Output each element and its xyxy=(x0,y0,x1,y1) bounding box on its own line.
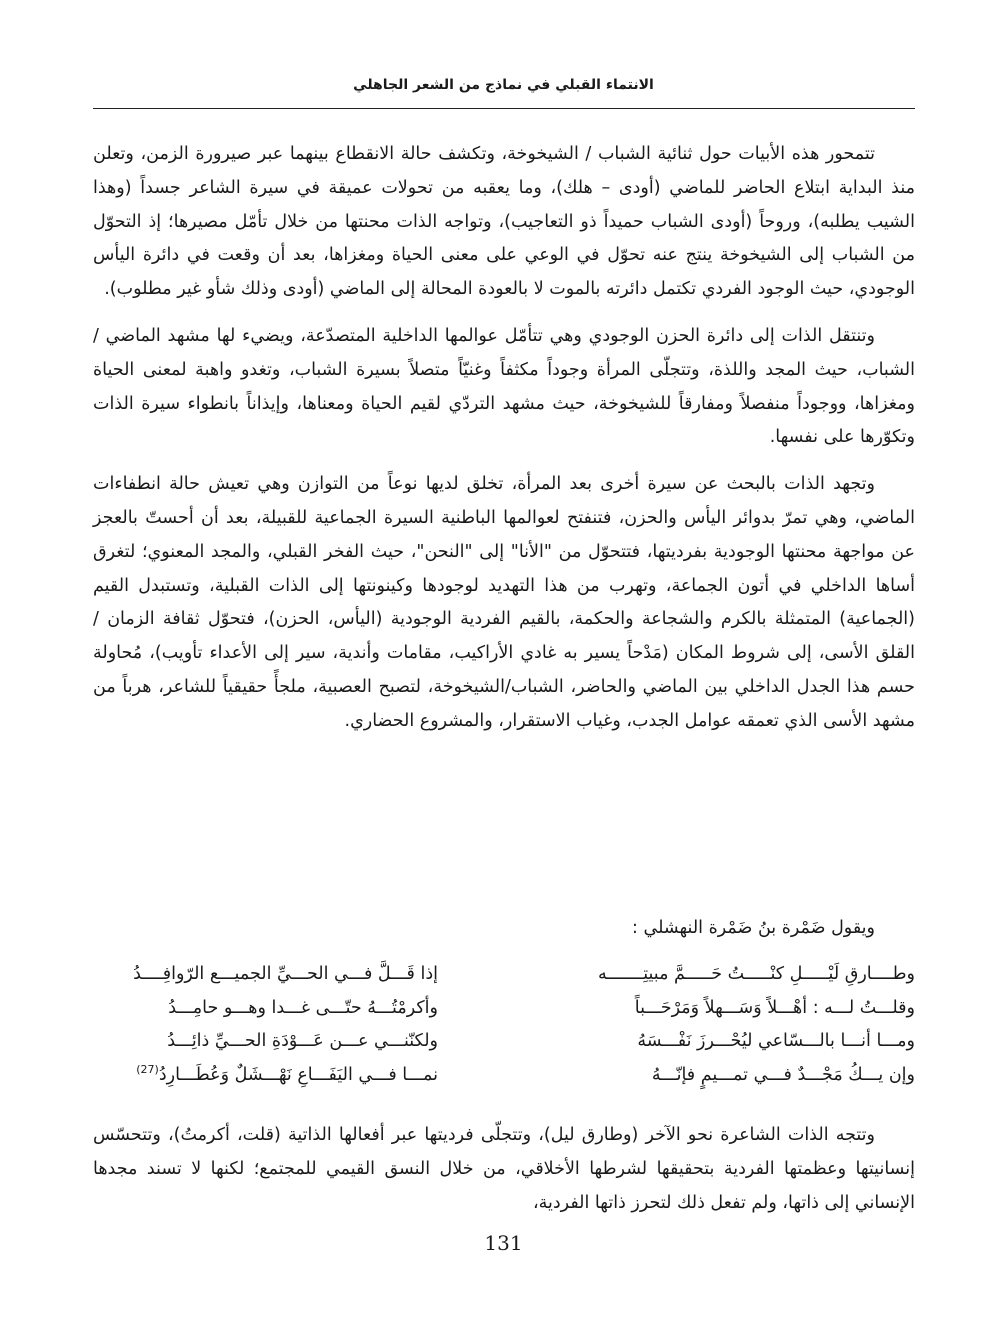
verse-first-hemistich: وقلـــتُ لـــه : أهْـــلاً وَسَـــهلاً وَمَرْحَـــباً xyxy=(634,997,915,1018)
paragraph-4: وتتجه الذات الشاعرة نحو الآخر (وطارق ليل)، وتتجلّى فرديتها عبر أفعالها الذاتية (قلت، أكرمتُ)، وتتحسّس إنسانيتها وعظمتها الفردية بتحقيقها لشرطها الأخلاقي، من خلال النسق القيمي للمجتمع؛ لكنها لا تسند مجدها الإنساني إلى ذاتها، ولم تفعل ذلك لتحرز ذاتها الفردية، xyxy=(93,1125,915,1213)
verse-line xyxy=(93,1059,915,1093)
verse-line xyxy=(93,1025,915,1059)
verse-first-hemistich: ومـــا أنـــا بالـــسّاعي ليُحْـــرزَ نَفْـــسَهُ xyxy=(637,1031,915,1051)
verse-second-hemistich xyxy=(93,1059,438,1093)
running-header: الانتماء القبلي في نماذج من الشعر الجاهلي xyxy=(353,77,654,93)
body-text-top xyxy=(93,138,915,739)
paragraph-3: وتجهد الذات بالبحث عن سيرة أخرى بعد المرأة، تخلق لديها نوعاً من التوازن وهي تعيش حالة انطفاءات الماضي، وهي تمرّ بدوائر اليأس والحزن، فتنفتح لعوالمها الباطنية السيرة الجماعية للقبيلة، بعد أن أحستّ بالعجز عن مواجهة محنتها الوجودية بفرديتها، فتتحوّل من "الأنا" إلى "النحن"، حيث الفخر القبلي، والمجد المعنوي؛ لتغرق أساها الداخلي في أتون الجماعة، وتهرب من هذا التهديد لوجودها وكينونتها إلى الذات القبلية، وتستبدل القيم (الجماعية) المتمثلة بالكرم والشجاعة والحكمة، بالقيم الفردية الوجودية (اليأس، الحزن)، فتحوّل ثقافة الزمان / القلق الأسى، إلى شروط المكان (مَدْحاً يسير به غادي الأراكيب، مقامات وأندية، سير إلى الأعداء تأويب)، مُحاولة حسم هذا الجدل الداخلي بين الماضي والحاضر، الشباب/الشيخوخة، لتصبح العصبية، ملجأً حقيقياً للشاعر، هرباً من مشهد الأسى الذي تعمقه عوامل الجدب، وغياب الاستقرار، والمشروع الحضاري. xyxy=(93,474,915,731)
verse-second-hemistich: إذا قَـــلَّ فـــي الحـــيِّ الجميـــع الرّوافِــــدُ xyxy=(133,964,438,984)
verse-second-hemistich: ولكنّنـــي عـــن عَـــوْدَةِ الحـــيِّ ذائِـــدُ xyxy=(167,1031,438,1051)
header-rule xyxy=(93,108,915,109)
footnote-reference: (27) xyxy=(136,1062,159,1076)
verse-first-hemistich: وإن يـــكُ مَجْـــدٌ فـــي تمـــيمٍ فإنّـــهُ xyxy=(651,1064,915,1085)
poem-intro: ويقول ضَمْرة بنُ ضَمْرة النهشلي : xyxy=(632,918,875,938)
body-text-bottom xyxy=(93,1119,915,1220)
verse-line xyxy=(93,992,915,1026)
poem-verses xyxy=(93,958,915,1092)
paragraph-1: تتمحور هذه الأبيات حول ثنائية الشباب / الشيخوخة، وتكشف حالة الانقطاع بينهما عبر صيرورة الزمن، وتعلن منذ البداية ابتلاع الحاضر للماضي (أودى – هلك)، وما يعقبه من تحولات عميقة في سيرة الشاعر جسداً (وهذا الشيب يطلبه)، وروحاً (أودى الشباب حميداً ذو التعاجيب)، وتواجه الذات محنتها من خلال تأمّل مصيرها؛ إذ التحوّل من الشباب إلى الشيخوخة ينتج عنه تحوّل في الوعي على معنى الحياة ومغزاها، بعد أن وقعت في دائرة اليأس الوجودي، حيث الوجود الفردي تكتمل دائرته بالموت لا بالعودة المحالة إلى الماضي (أودى وذلك شأو غير مطلوب). xyxy=(93,144,915,300)
verse-second-hemistich-text: نمـــا فـــي اليَفَـــاعِ نَهْـــشَلٌ وَعُطَـــارِدُ xyxy=(158,1064,438,1085)
verse-second-hemistich: وأكرمْتُـــهُ حتّـــى غـــدا وهـــو حامِـــدُ xyxy=(168,997,438,1018)
verse-first-hemistich: وطــــارقِ لَيْـــــلِ كنْـــــتُ حَـــــمَّ مبيتِـــــــه xyxy=(597,964,915,984)
paragraph-2: وتنتقل الذات إلى دائرة الحزن الوجودي وهي تتأمّل عوالمها الداخلية المتصدّعة، ويضيء لها مشهد الماضي / الشباب، حيث المجد واللذة، وتتجلّى المرأة وجوداً مكثفاً وغنيّاً متصلاً بسيرة الشباب، وتغدو واهبة لمعنى الحياة ومغزاها، ووجوداً منفصلاً ومفارقاً للشيخوخة، حيث مشهد التردّي لقيم الحياة ومعناها، وإيذاناً بانطواء سيرة الذات وتكوّرها على نفسها. xyxy=(93,325,915,448)
page-number: 131 xyxy=(484,1231,523,1255)
verse-line xyxy=(93,958,915,992)
